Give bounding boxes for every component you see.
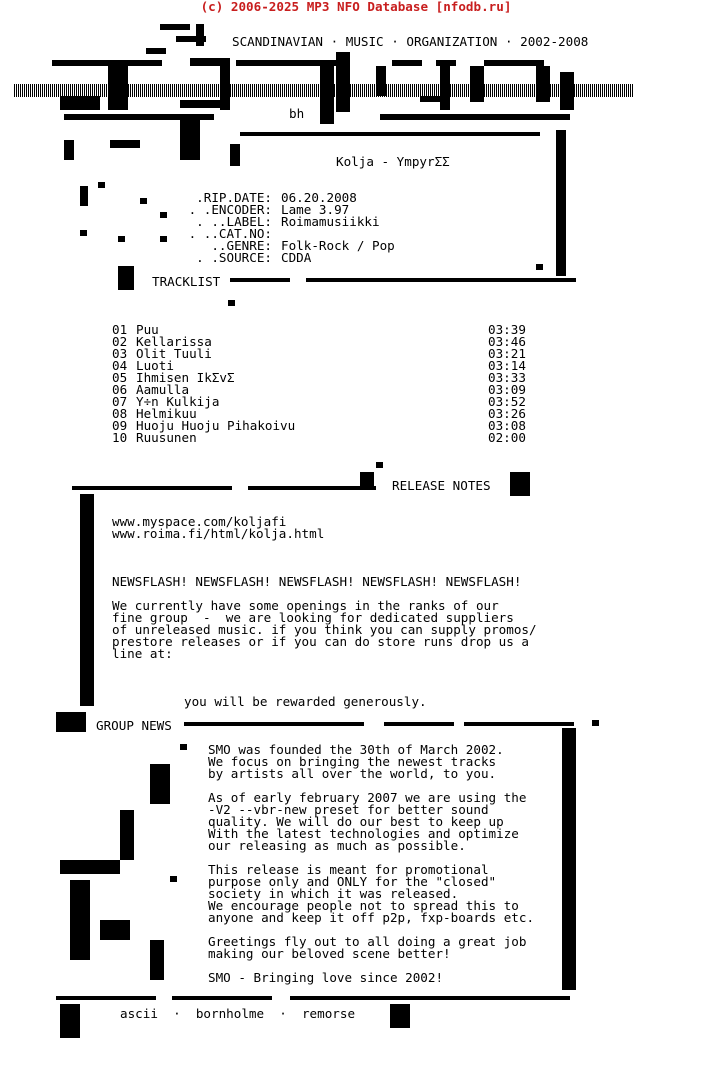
track-number: 09	[112, 418, 128, 433]
tracklist	[112, 324, 542, 444]
info-value-rip-date: 06.20.2008	[281, 190, 357, 205]
track-title: Ihmisen IkΣvΣ	[136, 370, 235, 385]
track-number: 10	[112, 430, 128, 445]
news-line: anyone and keep it off p2p, fxp-boards etc.	[208, 910, 535, 925]
track-time: 03:39	[488, 322, 526, 337]
recruit-line: line at:	[112, 646, 173, 661]
info-label-label: . ..LABEL:	[196, 214, 272, 229]
link-roima[interactable]: www.roima.fi/html/kolja.html	[112, 526, 325, 541]
news-line: SMO was founded the 30th of March 2002.	[208, 742, 504, 757]
recruit-line: We currently have some openings in the ranks of our	[112, 598, 499, 613]
track-number: 03	[112, 346, 128, 361]
track-title: Huoju Huoju Pihakoivu	[136, 418, 296, 433]
track-number: 07	[112, 394, 128, 409]
track-time: 03:33	[488, 370, 526, 385]
release-notes-heading: RELEASE NOTES	[392, 478, 491, 493]
link-myspace[interactable]: www.myspace.com/koljafi	[112, 514, 287, 529]
track-title: Luoti	[136, 358, 174, 373]
track-time: 03:14	[488, 358, 526, 373]
track-time: 03:46	[488, 334, 526, 349]
artist-tag: bh	[289, 106, 305, 121]
credit-line: (c) 2006-2025 MP3 NFO Database [nfodb.ru]	[200, 0, 512, 14]
track-title: Aamulla	[136, 382, 190, 397]
news-line: our releasing as much as possible.	[208, 838, 466, 853]
info-label-cat-no: . ..CAT.NO:	[188, 226, 272, 241]
recruit-line: fine group - we are looking for dedicated suppliers	[112, 610, 514, 625]
news-line: As of early february 2007 we are using the	[208, 790, 527, 805]
info-value-source: CDDA	[281, 250, 312, 265]
track-time: 03:08	[488, 418, 526, 433]
track-number: 06	[112, 382, 128, 397]
header-line: SCANDINAVIAN · MUSIC · ORGANIZATION · 2002-2008	[232, 34, 589, 49]
info-label-source: . .SOURCE:	[196, 250, 272, 265]
track-number: 05	[112, 370, 128, 385]
news-line: SMO - Bringing love since 2002!	[208, 970, 444, 985]
track-time: 03:26	[488, 406, 526, 421]
news-line: purpose only and ONLY for the "closed"	[208, 874, 497, 889]
track-title: Olit Tuuli	[136, 346, 212, 361]
track-title: Y÷n Kulkija	[136, 394, 220, 409]
track-title: Puu	[136, 322, 159, 337]
track-title: Helmikuu	[136, 406, 197, 421]
recruit-line: of unreleased music. if you think you can supply promos/	[112, 622, 537, 637]
track-number: 04	[112, 358, 128, 373]
track-number: 01	[112, 322, 128, 337]
news-line: society in which it was released.	[208, 886, 459, 901]
info-value-encoder: Lame 3.97	[281, 202, 350, 217]
news-line: This release is meant for promotional	[208, 862, 489, 877]
newsflash-line: NEWSFLASH! NEWSFLASH! NEWSFLASH! NEWSFLASH! NEWSFLASH!	[112, 574, 522, 589]
track-title: Ruusunen	[136, 430, 197, 445]
track-title: Kellarissa	[136, 334, 212, 349]
tracklist-heading: TRACKLIST	[152, 274, 221, 289]
track-time: 03:21	[488, 346, 526, 361]
news-line: making our beloved scene better!	[208, 946, 451, 961]
news-line: With the latest technologies and optimize	[208, 826, 519, 841]
track-number: 02	[112, 334, 128, 349]
release-title: Kolja - YmpyrΣΣ	[336, 154, 450, 169]
news-line: We focus on bringing the newest tracks	[208, 754, 497, 769]
track-row	[112, 348, 542, 360]
footer-credits: ascii · bornholme · remorse	[120, 1006, 356, 1021]
track-time: 03:52	[488, 394, 526, 409]
news-line: quality. We will do our best to keep up	[208, 814, 504, 829]
news-line: Greetings fly out to all doing a great job	[208, 934, 527, 949]
group-news-heading: GROUP NEWS	[96, 718, 172, 733]
news-line: by artists all over the world, to you.	[208, 766, 497, 781]
info-value-genre: Folk-Rock / Pop	[281, 238, 395, 253]
reward-line: you will be rewarded generously.	[184, 694, 427, 709]
info-value-label: Roimamusiikki	[281, 214, 380, 229]
track-row	[112, 432, 542, 444]
info-label-encoder: . .ENCODER:	[188, 202, 272, 217]
track-time: 03:09	[488, 382, 526, 397]
track-time: 02:00	[488, 430, 526, 445]
recruit-line: prestore releases or if you can do store runs drop us a	[112, 634, 530, 649]
info-label-genre: ..GENRE:	[211, 238, 272, 253]
track-number: 08	[112, 406, 128, 421]
news-line: We encourage people not to spread this to	[208, 898, 519, 913]
news-line: -V2 --vbr-new preset for better sound	[208, 802, 489, 817]
info-label-rip-date: .RIP.DATE:	[196, 190, 272, 205]
